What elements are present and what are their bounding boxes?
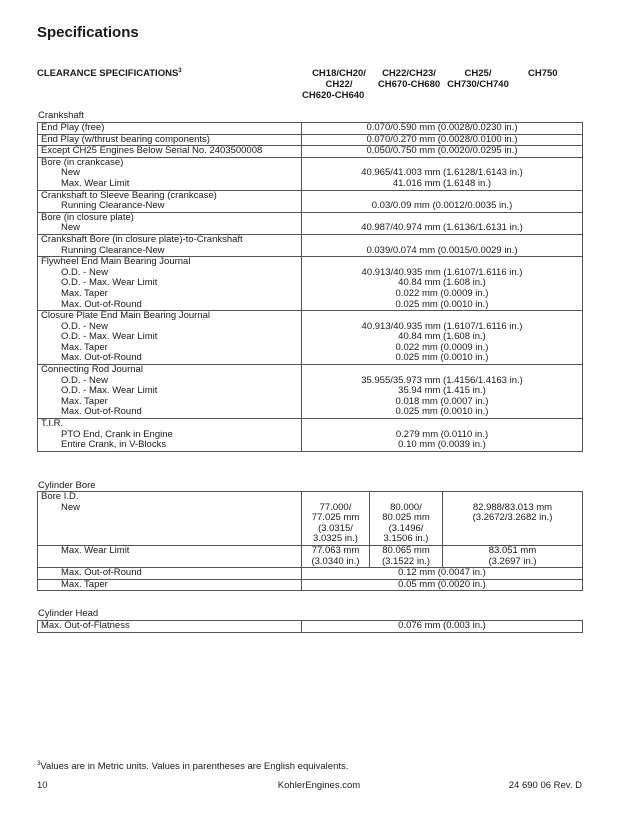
row-label: Max. Taper (38, 579, 302, 591)
row-label: Bore I.D. New (38, 492, 302, 546)
document-number: 24 690 06 Rev. D (508, 780, 582, 791)
table-row (38, 234, 583, 256)
cylinder-bore-table (37, 491, 583, 591)
row-label: T.I.R. PTO End, Crank in Engine Entire Crank, in V-Blocks (38, 419, 302, 452)
row-label: Except CH25 Engines Below Serial No. 2403500008 (38, 146, 302, 158)
row-label: Closure Plate End Main Bearing Journal O.D. - New O.D. - Max. Wear Limit Max. Taper Max. Out-of-Round (38, 311, 302, 365)
row-label: End Play (w/thrust bearing components) (38, 134, 302, 146)
table-row (38, 579, 583, 591)
table-row (38, 146, 583, 158)
section-title: CLEARANCE SPECIFICATIONS$^3$ (37, 68, 182, 80)
cell-value: 40.913/40.935 mm (1.6107/1.6116 in.) 40.84 mm (1.608 in.) 0.022 mm (0.0009 in.) 0.025 mm (0.0010 in.) (302, 311, 583, 365)
table-row (38, 257, 583, 311)
cell-value: 0.050/0.750 mm (0.0020/0.0295 in.) (302, 146, 583, 158)
cell-value: 0.279 mm (0.0110 in.) 0.10 mm (0.0039 in.) (302, 419, 583, 452)
table-row (38, 123, 583, 135)
crankshaft-table (37, 122, 583, 452)
table-row (38, 621, 583, 633)
cylinder-head-table (37, 620, 583, 633)
column-header-ch22-ch23: CH22/CH23/ CH670-CH680 (377, 68, 441, 90)
cell-value: 82.988/83.013 mm (3.2672/3.2682 in.) (443, 492, 583, 546)
cylinder-bore-section-label: Cylinder Bore (38, 480, 96, 491)
cell-value: 80.000/ 80.025 mm (3.1496/ 3.1506 in.) (370, 492, 443, 546)
column-header-ch750: CH750 (528, 68, 558, 79)
row-label: Flywheel End Main Bearing Journal O.D. - New O.D. - Max. Wear Limit Max. Taper Max. Out-of-Round (38, 257, 302, 311)
cell-value: 0.05 mm (0.0020 in.) (302, 579, 583, 591)
table-row (38, 212, 583, 234)
column-header-ch18-ch20: CH18/CH20/ CH22/ CH620-CH640 (302, 68, 366, 101)
cell-value: 0.076 mm (0.003 in.) (302, 621, 583, 633)
row-label: Crankshaft Bore (in closure plate)-to-Crankshaft Running Clearance-New (38, 234, 302, 256)
column-header-ch25: CH25/ CH730/CH740 (447, 68, 509, 90)
row-label: Bore (in closure plate) New (38, 212, 302, 234)
page-number: 10 (37, 780, 48, 791)
row-label: Max. Wear Limit (38, 545, 302, 567)
table-row (38, 157, 583, 190)
cell-value: 77.000/ 77.025 mm (3.0315/ 3.0325 in.) (302, 492, 370, 546)
cell-value: 40.987/40.974 mm (1.6136/1.6131 in.) (302, 212, 583, 234)
table-row (38, 568, 583, 580)
table-row (38, 311, 583, 365)
cell-value: 77.063 mm (3.0340 in.) (302, 545, 370, 567)
row-label: Connecting Rod Journal O.D. - New O.D. - Max. Wear Limit Max. Taper Max. Out-of-Round (38, 365, 302, 419)
cylinder-head-section-label: Cylinder Head (38, 608, 99, 619)
table-row (38, 365, 583, 419)
page-title: Specifications (37, 24, 139, 41)
cell-value: 83.051 mm (3.2697 in.) (443, 545, 583, 567)
cell-value: 0.070/0.270 mm (0.0028/0.0100 in.) (302, 134, 583, 146)
cell-value: 0.03/0.09 mm (0.0012/0.0035 in.) (302, 190, 583, 212)
cell-value: 35.955/35.973 mm (1.4156/1.4163 in.) 35.94 mm (1.415 in.) 0.018 mm (0.0007 in.) 0.025 mm (0.0010 in.) (302, 365, 583, 419)
cell-value: 0.039/0.074 mm (0.0015/0.0029 in.) (302, 234, 583, 256)
table-row (38, 190, 583, 212)
table-row (38, 545, 583, 567)
table-row (38, 492, 583, 546)
row-label: Crankshaft to Sleeve Bearing (crankcase) Running Clearance-New (38, 190, 302, 212)
table-row (38, 134, 583, 146)
cell-value: 80.065 mm (3.1522 in.) (370, 545, 443, 567)
crankshaft-section-label: Crankshaft (38, 110, 84, 121)
row-label: Max. Out-of-Round (38, 568, 302, 580)
table-row (38, 419, 583, 452)
cell-value: 0.070/0.590 mm (0.0028/0.0230 in.) (302, 123, 583, 135)
website-link[interactable]: KohlerEngines.com (277, 780, 361, 791)
footnote: $^3$Values are in Metric units. Values in parentheses are English equivalents. (37, 761, 349, 773)
row-label: End Play (free) (38, 123, 302, 135)
row-label: Bore (in crankcase) New Max. Wear Limit (38, 157, 302, 190)
cell-value: 40.965/41.003 mm (1.6128/1.6143 in.) 41.016 mm (1.6148 in.) (302, 157, 583, 190)
row-label: Max. Out-of-Flatness (38, 621, 302, 633)
cell-value: 40.913/40.935 mm (1.6107/1.6116 in.) 40.84 mm (1.608 in.) 0.022 mm (0.0009 in.) 0.025 mm (0.0010 in.) (302, 257, 583, 311)
cell-value: 0.12 mm (0.0047 in.) (302, 568, 583, 580)
